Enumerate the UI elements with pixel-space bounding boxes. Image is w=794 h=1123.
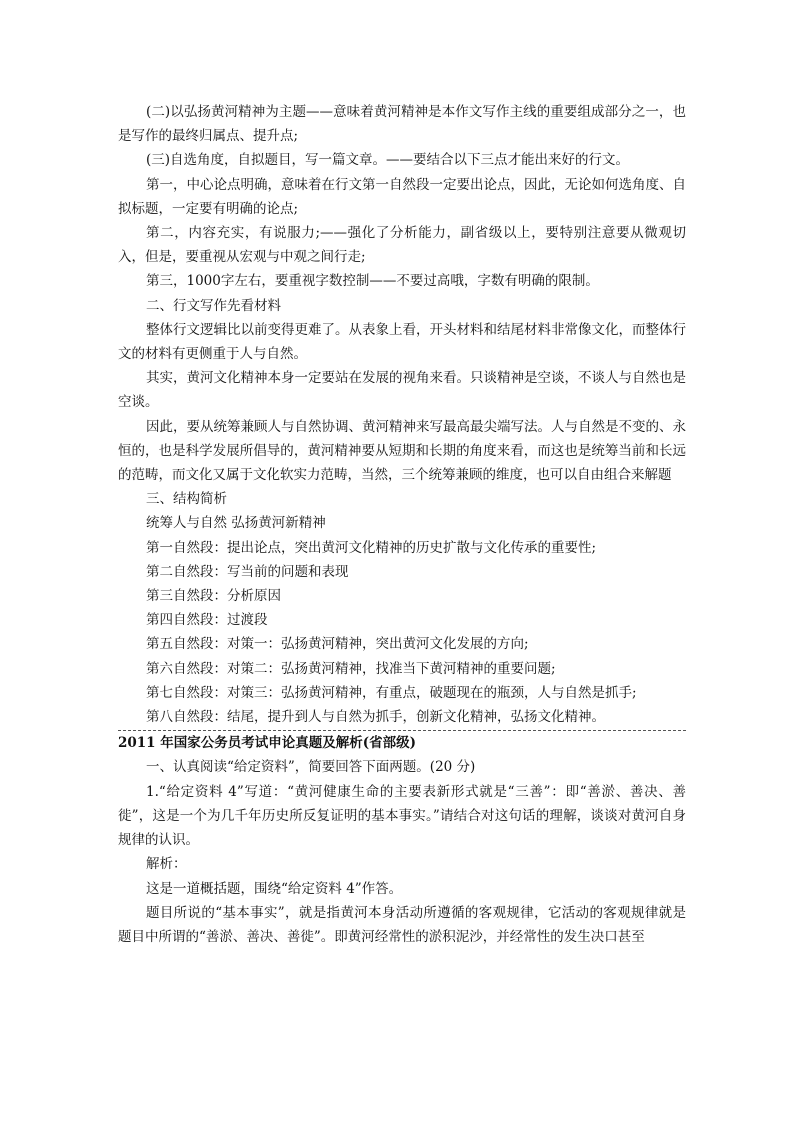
paragraph-logic: 整体行文逻辑比以前变得更难了。从表象上看，开头材料和结尾材料非常像文化，而整体行文的材料有更侧重于人与自然。 (118, 321, 686, 363)
analysis-paragraph: 这是一道概括题，围绕“给定资料 4”作答。 (146, 880, 403, 897)
structure-title: 统筹人与自然 弘扬黄河新精神 (146, 515, 326, 532)
analysis-paragraph: 题目所说的“基本事实”，就是指黄河本身活动所遵循的客观规律，它活动的客观规律就是题目中所谓的“善淤、善决、善徙”。即黄河经常性的淤积泥沙，并经常性的发生决口甚至 (118, 904, 686, 945)
structure-item: 第二自然段：写当前的问题和表现 (146, 563, 349, 580)
paragraph-coordination: 因此，要从统筹兼顾人与自然协调、黄河精神来写最高最尖端写法。人与自然是不变的、永恒的，也是科学发展所倡导的，黄河精神要从短期和长期的角度来看，而这也是统筹当前和长远的范畴，而文化又属于文化软实力范畴，当然，三个统筹兼顾的维度，也可以自由组合来解题 (118, 418, 686, 484)
paragraph-point-one: 第一，中心论点明确，意味着在行文第一自然段一定要出论点，因此，无论如何选角度、自拟标题，一定要有明确的论点; (118, 176, 686, 217)
structure-item: 第一自然段：提出论点，突出黄河文化精神的历史扩散与文化传承的重要性; (146, 539, 597, 556)
section-heading-structure: 三、结构简析 (146, 491, 227, 508)
paragraph-theme: (二)以弘扬黄河精神为主题——意味着黄河精神是本作文写作主线的重要组成部分之一，也是写作的最终归属点、提升点; (118, 104, 686, 145)
exam-title: 2011 年国家公务员考试申论真题及解析(省部级) (118, 735, 417, 752)
structure-item: 第七自然段：对策三：弘扬黄河精神，有重点，破题现在的瓶颈，人与自然是抓手; (146, 684, 637, 701)
question-one: 1.“给定资料 4”写道：“黄河健康生命的主要表新形式就是“三善”：即“善淤、善决、善徙”，这是一个为几千年历史所反复证明的基本事实。”请结合对这句话的理解，谈谈对黄河自身规律的认识。 (118, 783, 686, 849)
structure-item: 第四自然段：过渡段 (146, 612, 268, 629)
document-page (118, 100, 686, 949)
paragraph-point-two: 第二，内容充实，有说服力;——强化了分析能力，副省级以上，要特别注意要从微观切入，但是，要重视从宏观与中观之间行走; (118, 225, 686, 266)
structure-item: 第六自然段：对策二：弘扬黄河精神，找准当下黄河精神的重要问题; (146, 660, 556, 677)
paragraph-development: 其实，黄河文化精神本身一定要站在发展的视角来看。只谈精神是空谈，不谈人与自然也是空谈。 (118, 370, 686, 411)
paragraph-angle: (三)自选角度，自拟题目，写一篇文章。——要结合以下三点才能出来好的行文。 (146, 152, 630, 169)
analysis-label: 解析： (146, 856, 187, 873)
structure-item: 第三自然段：分析原因 (146, 588, 281, 605)
structure-item: 第五自然段：对策一：弘扬黄河精神，突出黄河文化发展的方向; (146, 636, 529, 653)
section-heading-materials: 二、行文写作先看材料 (146, 297, 281, 314)
structure-item: 第八自然段：结尾，提升到人与自然为抓手，创新文化精神，弘扬文化精神。 (146, 709, 605, 726)
paragraph-point-three: 第三，1000字左右，要重视字数控制——不要过高哦，字数有明确的限制。 (146, 273, 599, 290)
question-intro: 一、认真阅读“给定资料”，简要回答下面两题。(20 分) (146, 759, 476, 776)
